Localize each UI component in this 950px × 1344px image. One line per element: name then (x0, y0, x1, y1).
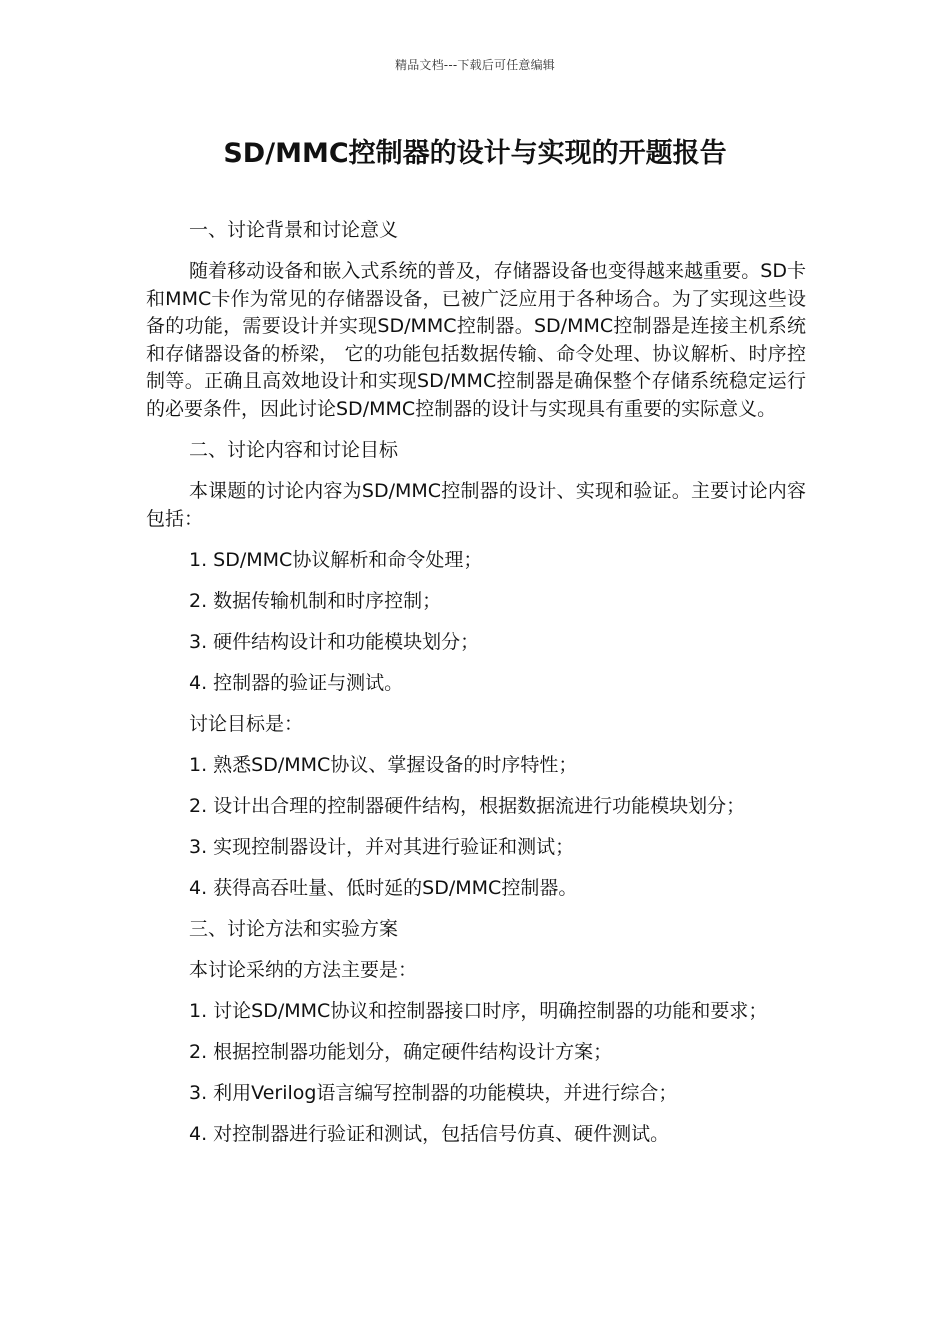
document-body (146, 217, 806, 1162)
paragraph-background: 随着移动设备和嵌入式系统的普及，存储器设备也变得越来越重要。SD卡和MMC卡作为常见的存储器设备，已被广泛应用于各种场合。为了实现这些设备的功能，需要设计并实现SD/MMC控制器。SD/MMC控制器是连接主机系统和存储器设备的桥梁， 它的功能包括数据传输、命令处理、协议解析、时序控制等。正确且高效地设计和实现SD/MMC控制器是确保整个存储系统稳定运行的必要条件，因此讨论SD/MMC控制器的设计与实现具有重要的实际意义。 (146, 260, 806, 420)
list-item: 1. 熟悉SD/MMC协议、掌握设备的时序特性； (189, 754, 578, 776)
section-heading-content: 二、讨论内容和讨论目标 (189, 439, 399, 461)
list-item: 2. 设计出合理的控制器硬件结构，根据数据流进行功能模块划分； (189, 795, 746, 817)
list-item: 3. 利用Verilog语言编写控制器的功能模块，并进行综合； (189, 1082, 678, 1104)
list-item: 3. 实现控制器设计，并对其进行验证和测试； (189, 836, 575, 858)
document-title: SD/MMC控制器的设计与实现的开题报告 (223, 138, 727, 169)
section-heading-background: 一、讨论背景和讨论意义 (189, 219, 399, 241)
goals-label: 讨论目标是： (189, 713, 304, 735)
list-item: 1. SD/MMC协议解析和命令处理； (189, 549, 483, 571)
methods-label: 本讨论采纳的方法主要是： (189, 959, 418, 981)
list-item: 4. 控制器的验证与测试。 (189, 672, 404, 694)
list-item: 2. 数据传输机制和时序控制； (189, 590, 442, 612)
list-item: 1. 讨论SD/MMC协议和控制器接口时序，明确控制器的功能和要求； (189, 1000, 768, 1022)
paragraph-content-intro: 本课题的讨论内容为SD/MMC控制器的设计、实现和验证。主要讨论内容包括： (146, 480, 806, 530)
page-header: 精品文档---下载后可任意编辑 (395, 58, 555, 72)
list-item: 4. 获得高吞吐量、低时延的SD/MMC控制器。 (189, 877, 578, 899)
list-item: 3. 硬件结构设计和功能模块划分； (189, 631, 480, 653)
list-item: 4. 对控制器进行验证和测试，包括信号仿真、硬件测试。 (189, 1123, 670, 1145)
list-item: 2. 根据控制器功能划分，确定硬件结构设计方案； (189, 1041, 613, 1063)
section-heading-methods: 三、讨论方法和实验方案 (189, 918, 399, 940)
